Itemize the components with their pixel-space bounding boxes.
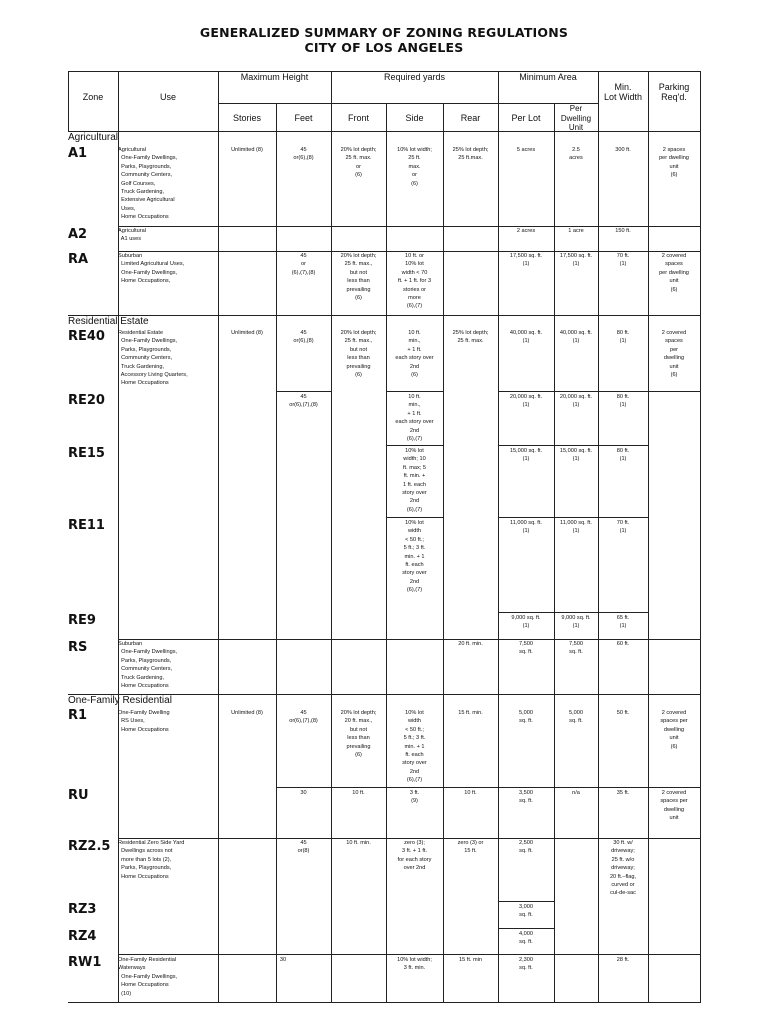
header-stories: Stories — [232, 113, 261, 123]
use-a1: Agricultural One-Family Dwellings, Parks, Playgrounds, Community Centers, Golf Courses, Truck Gardening, Extensive Agricultural Uses, Home Occupations — [118, 147, 178, 221]
cell-feet: 45 or(8) — [297, 840, 310, 855]
cell-front: 20% lot depth; 25 ft. max. or (6) — [340, 147, 377, 179]
row-separator — [276, 391, 332, 392]
row-separator — [386, 517, 443, 518]
cell-per-lot: 5,000 sq. ft. — [519, 710, 533, 725]
header-parking: Parking Req'd. — [658, 82, 690, 102]
document-title-line-1: GENERALIZED SUMMARY OF ZONING REGULATIONS — [199, 25, 569, 40]
cell-min-lot-width: 60 ft. — [616, 641, 630, 647]
row-separator — [276, 787, 701, 788]
table-right-border — [700, 71, 701, 1002]
cell-side: 10% lot width < 50 ft.; 5 ft.; 3 ft. min. + 1 ft. each story over 2nd (6),(7) — [402, 710, 427, 784]
header-max-height: Maximum Height — [240, 72, 309, 82]
zone-ru: RU — [68, 788, 89, 803]
zone-a1: A1 — [68, 146, 88, 161]
cell-per-dwelling-unit: 40,000 sq. ft. (1) — [559, 330, 593, 345]
cell-per-lot: 4,000 sq. ft. — [519, 931, 533, 946]
cell-front: 20% lot depth; 25 ft. max., but not less than prevailing (6) — [340, 253, 377, 302]
use-re40: Residential Estate One-Family Dwellings, Parks, Playgrounds, Community Centers, Truck Gardening, Accessory Living Quarters, Home Occupations — [118, 330, 188, 387]
cell-per-lot: 20,000 sq. ft. (1) — [509, 394, 543, 409]
cell-rear: 15 ft. min — [458, 957, 482, 963]
cell-front: 20% lot depth; 20 ft. max., but not less than prevailing (6) — [340, 710, 377, 759]
cell-min-lot-width: 35 ft. — [616, 790, 630, 796]
header-minimum-area: Minimum Area — [519, 72, 577, 82]
cell-per-lot: 40,000 sq. ft. (1) — [509, 330, 543, 345]
use-ra: Suburban Limited Agricultural Uses, One-Family Dwellings, Home Occupations, — [118, 253, 185, 285]
cell-per-dwelling-unit: 5,000 sq. ft. — [569, 710, 583, 725]
zone-rz3: RZ3 — [68, 902, 97, 917]
zone-rs: RS — [68, 640, 88, 655]
cell-side: 10 ft. min., + 1 ft. each story over 2nd (6),(7) — [395, 394, 434, 443]
table-bottom-border — [68, 1002, 701, 1003]
cell-side: 3 ft. (9) — [409, 790, 420, 805]
cell-min-lot-width: 80 ft. (1) — [616, 448, 630, 463]
row-separator — [498, 517, 648, 518]
header-rear: Rear — [460, 113, 481, 123]
zone-ra: RA — [68, 252, 89, 267]
cell-per-lot: 2 acres — [516, 228, 536, 234]
cell-feet: 30 — [300, 790, 307, 796]
cell-per-lot: 2,500 sq. ft. — [519, 840, 533, 855]
cell-per-lot: 15,000 sq. ft. (1) — [509, 448, 543, 463]
cell-side: 10 ft. or 10% lot width < 70 ft. + 1 ft. for 3 stories or more (6),(7) — [397, 253, 432, 310]
cell-min-lot-width: 80 ft. (1) — [616, 394, 630, 409]
cell-min-lot-width: 30 ft. w/ driveway; 25 ft. w/o driveway; 20 ft.–flag, curved or cul-de-sac — [609, 840, 637, 897]
zone-rz4: RZ4 — [68, 929, 97, 944]
cell-per-dwelling-unit: 2.5 acres — [569, 147, 583, 162]
row-separator — [498, 391, 701, 392]
zone-re9: RE9 — [68, 613, 96, 628]
cell-min-lot-width: 300 ft. — [615, 147, 631, 153]
header-subdivider — [218, 103, 598, 104]
column-line — [498, 71, 499, 1002]
section-label-one-family-residential: One-Family Residential — [68, 695, 172, 706]
column-line — [554, 103, 555, 1002]
row-separator — [498, 901, 554, 902]
cell-parking: 2 covered spaces per dwelling unit (6) — [660, 710, 688, 750]
cell-min-lot-width: 50 ft. — [616, 710, 630, 716]
cell-side: 10% lot width; 10 ft. max; 5 ft. min. + 1 ft. each story over 2nd (6),(7) — [402, 448, 427, 513]
cell-per-dwelling-unit: 11,000 sq. ft. (1) — [560, 520, 592, 535]
header-min-lot-width: Min. Lot Width — [603, 82, 643, 102]
cell-per-lot: 7,500 sq. ft. — [519, 641, 533, 656]
zone-re15: RE15 — [68, 446, 105, 461]
cell-feet: 45 or(6),(8) — [293, 330, 314, 345]
cell-parking: 2 covered spaces per dwelling unit (6) — [661, 330, 687, 379]
cell-per-dwelling-unit: 17,500 sq. ft. (1) — [559, 253, 593, 268]
section-divider-residential-estate — [68, 315, 701, 316]
column-line — [443, 103, 444, 1002]
column-line — [331, 71, 332, 1002]
cell-side: 10% lot width; 3 ft. min. — [397, 957, 432, 972]
cell-feet: 45 or(6),(7),(8) — [289, 710, 318, 725]
cell-rear: 20 ft. min. — [458, 641, 483, 647]
row-separator — [498, 928, 554, 929]
zone-a2: A2 — [68, 227, 88, 242]
row-separator — [498, 445, 648, 446]
use-rs: Suburban One-Family Dwellings, Parks, Playgrounds, Community Centers, Truck Gardening, Home Occupations — [118, 641, 178, 690]
row-separator — [386, 445, 443, 446]
section-label-residential-estate: Residential Estate — [68, 316, 149, 327]
cell-front: 10 ft. — [352, 790, 365, 796]
cell-feet: 45 or(6),(8) — [293, 147, 314, 162]
cell-feet: 45 or(6),(7),(8) — [289, 394, 318, 409]
cell-min-lot-width: 28 ft. — [616, 957, 630, 963]
use-rz2-5: Residential Zero Side Yard Dwellings across not more than 5 lots (2), Parks, Playgrounds, Home Occupations — [118, 840, 185, 880]
cell-per-lot: 17,500 sq. ft. (1) — [509, 253, 543, 268]
cell-per-dwelling-unit: 7,500 sq. ft. — [569, 641, 583, 656]
cell-per-lot: 9,000 sq. ft. (1) — [511, 615, 541, 630]
zone-re40: RE40 — [68, 329, 105, 344]
cell-feet: 45 or (6),(7),(8) — [291, 253, 316, 276]
cell-min-lot-width: 70 ft. (1) — [616, 253, 630, 268]
cell-parking: 2 covered spaces per dwelling unit (6) — [659, 253, 689, 293]
cell-side: 10 ft. min., + 1 ft. each story over 2nd (6) — [395, 330, 434, 379]
cell-stories: Unlimited (8) — [231, 147, 263, 153]
zone-re20: RE20 — [68, 393, 105, 408]
row-separator — [498, 612, 648, 613]
cell-rear: 25% lot depth; 25 ft. max. — [452, 330, 489, 345]
cell-feet: 30 — [279, 957, 287, 963]
cell-side: 10% lot width; 25 ft. max. or (6) — [397, 147, 432, 187]
header-bottom-border — [68, 131, 701, 132]
cell-rear: 10 ft. — [464, 790, 477, 796]
cell-per-dwelling-unit: 1 acre — [568, 228, 584, 234]
header-use: Use — [159, 92, 176, 102]
cell-front: 10 ft. min. — [346, 840, 371, 846]
header-zone: Zone — [82, 92, 104, 102]
header-feet: Feet — [294, 113, 313, 123]
column-line — [276, 103, 277, 1002]
cell-per-lot: 5 acres — [516, 147, 536, 153]
cell-parking: 2 spaces per dwelling unit (6) — [659, 147, 689, 179]
cell-min-lot-width: 70 ft. (1) — [616, 520, 630, 535]
cell-rear: 25% lot depth; 25 ft.max. — [452, 147, 489, 162]
cell-min-lot-width: 65 ft. (1) — [616, 615, 630, 630]
cell-per-lot: 2,300 sq. ft. — [519, 957, 533, 972]
header-required-yards: Required yards — [383, 72, 446, 82]
cell-front: 20% lot depth; 25 ft. max., but not less than prevailing (6) — [340, 330, 377, 379]
cell-rear: zero (3) or 15 ft. — [457, 840, 484, 855]
row-separator — [118, 954, 701, 955]
cell-rear: 15 ft. min. — [458, 710, 483, 716]
cell-per-dwelling-unit: 20,000 sq. ft. (1) — [559, 394, 593, 409]
use-r1: One-Family Dwelling RS Uses, Home Occupations — [118, 710, 170, 733]
section-label-agricultural: Agricultural — [68, 132, 119, 143]
header-front: Front — [347, 113, 369, 123]
header-per-lot: Per Lot — [511, 113, 541, 123]
cell-per-dwelling-unit: 9,000 sq. ft. (1) — [561, 615, 591, 630]
zone-r1: R1 — [68, 708, 88, 723]
cell-per-dwelling-unit: n/a — [572, 790, 580, 796]
cell-per-lot: 3,000 sq. ft. — [519, 904, 533, 919]
cell-min-lot-width: 80 ft. (1) — [616, 330, 630, 345]
cell-per-lot: 3,500 sq. ft. — [519, 790, 533, 805]
zone-rz2-5: RZ2.5 — [68, 839, 111, 854]
cell-per-lot: 11,000 sq. ft. (1) — [510, 520, 542, 535]
header-per-dwelling-unit: Per Dwelling Unit — [560, 104, 592, 132]
cell-stories: Unlimited (8) — [231, 330, 263, 336]
zone-re11: RE11 — [68, 518, 105, 533]
column-line — [648, 71, 649, 1002]
cell-min-lot-width: 150 ft. — [615, 228, 631, 234]
use-rw1: One-Family Residential Waterways One-Family Dwellings, Home Occupations (10) — [118, 957, 178, 997]
cell-stories: Unlimited (8) — [231, 710, 263, 716]
cell-side: 10% lot width < 50 ft.; 5 ft.; 3 ft. min. + 1 ft. each story over 2nd (6),(7) — [402, 520, 427, 594]
zone-rw1: RW1 — [68, 955, 102, 970]
use-a2: Agricultural A1 uses — [118, 228, 146, 243]
header-side: Side — [405, 113, 424, 123]
cell-per-dwelling-unit: 15,000 sq. ft. (1) — [559, 448, 593, 463]
cell-side: zero (3); 3 ft. + 1 ft. for each story over 2nd — [397, 840, 432, 872]
document-title-line-2: CITY OF LOS ANGELES — [304, 40, 464, 55]
cell-parking: 2 covered spaces per dwelling unit — [660, 790, 688, 822]
row-separator — [386, 391, 443, 392]
